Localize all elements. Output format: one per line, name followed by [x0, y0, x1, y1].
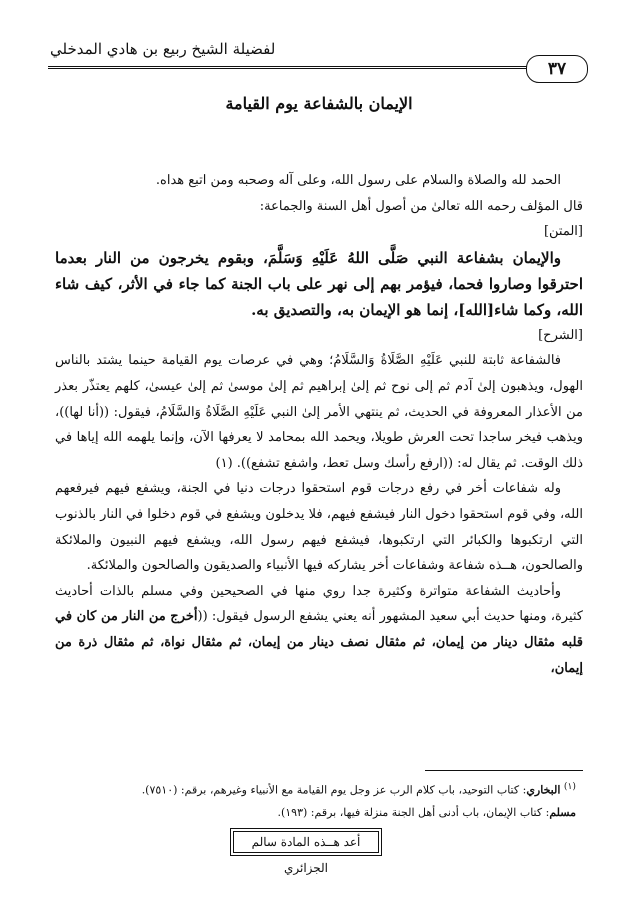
footnote-1b [66, 802, 576, 824]
footnote-source-muslim: مسلم [549, 805, 576, 819]
header-author: لفضيلة الشيخ ربيع بن هادي المدخلي [50, 40, 276, 58]
sharh-paragraph-3-quote: أخرج من النار من كان في قلبه مثقال دينار من إيمان، ثم مثقال نصف دينار من إيمان، ثم مثقال نواة، ثم مثقال ذرة من إيمان، [55, 609, 583, 676]
header-rule [48, 66, 538, 67]
header-rule-double [48, 68, 538, 69]
sharh-paragraph-3 [55, 579, 583, 681]
matn-paragraph: والإيمان بشفاعة النبي صَلَّى اللهُ عَلَيْهِ وَسَلَّمَ، وبقوم يخرجون من النار بعدما احترقوا وصاروا فحما، فيؤمر بهم إلى نهر على باب الجنة كما جاء في الأثر، كيف شاء الله، وكما شاء[الله]، إنما هو الإيمان به، والتصديق به. [55, 248, 583, 319]
footnote-marker: (١) [563, 781, 576, 792]
footnote-rule [425, 770, 583, 771]
intro-line: قال المؤلف رحمه الله تعالىٰ من أصول أهل السنة والجماعة: [259, 198, 583, 214]
footnote-text-muslim: : كتاب الإيمان، باب أدنى أهل الجنة منزلة فيها، برقم: (١٩٣). [277, 805, 550, 819]
matn-tag: [المتن] [543, 224, 583, 240]
footnote-text-bukhari: : كتاب التوحيد، باب كلام الرب عز وجل يوم القيامة مع الأنبياء وغيرهم، برقم: (٧٥١٠). [141, 783, 527, 797]
sharh-paragraph-3-text: وأحاديث الشفاعة متواترة وكثيرة جدا روي منها في الصحيحين وفي مسلم بالذات أحاديث كثيرة، ومنها حديث أبي سعيد المشهور أنه يعني يشفع الرسول فيقول: (( [55, 583, 583, 625]
sharh-paragraph-1: فالشفاعة ثابتة للنبي عَلَيْهِ الصَّلَاةُ وَالسَّلَامُ؛ وهي في عرصات يوم القيامة حينما يشتد بالناس الهول، ويذهبون إلىٰ آدم ثم إلى نوح ثم إلىٰ إبراهيم ثم إلىٰ موسىٰ ثم إلىٰ عيسىٰ، كلهم يعتذّر بعذر من الأعذار المعروفة في الحديث، ثم ينتهي الأمر إلىٰ النبي عَلَيْهِ الصَّلَاةُ وَالسَّلَامُ، فيقول: ((أنا لها))، ويذهب فيخر ساجدا تحت العرش طويلا، ويحمد الله بمحامد لا يعرفها الآن، وإنما يلهمه الله إياها في ذلك الوقت. ثم يقال له: ((ارفع رأسك وسل تعط، واشفع تشفع)). (١) [55, 353, 583, 471]
footnotes [66, 776, 576, 824]
opening-paragraph: الحمد لله والصلاة والسلام على رسول الله، وعلى آله وصحبه ومن اتبع هداه. [155, 173, 561, 188]
footer-credit: أعد هــذه المادة سالم الجزائري [230, 828, 382, 856]
sharh-tag: [الشرح] [538, 327, 583, 343]
chapter-title: الإيمان بالشفاعة يوم القيامة [225, 94, 413, 113]
footnote-source-bukhari: البخاري [526, 783, 561, 797]
sharh-paragraph-2: وله شفاعات أخر في رفع درجات قوم استحقوا درجات دنيا في الجنة، ويشفع فيهم فيرفعهم الله، وفي قوم استحقوا دخول النار فيشفع فيهم، فلا يدخلون ويشفع في قوم دخلوا في النار بالذنوب التي ارتكبوها والكبائر التي ارتكبوها، فيشفع فيهم رسول الله، ويشفع فيهم النبيون والملائكة والصالحون، هــذه شفاعة وشفاعات أخر يشاركه فيها الأنبياء والصديقون والصالحون والملائكة. [55, 481, 583, 574]
footnote-1 [66, 776, 576, 802]
page-number: ٣٧ [526, 55, 588, 83]
body-text [55, 168, 583, 681]
